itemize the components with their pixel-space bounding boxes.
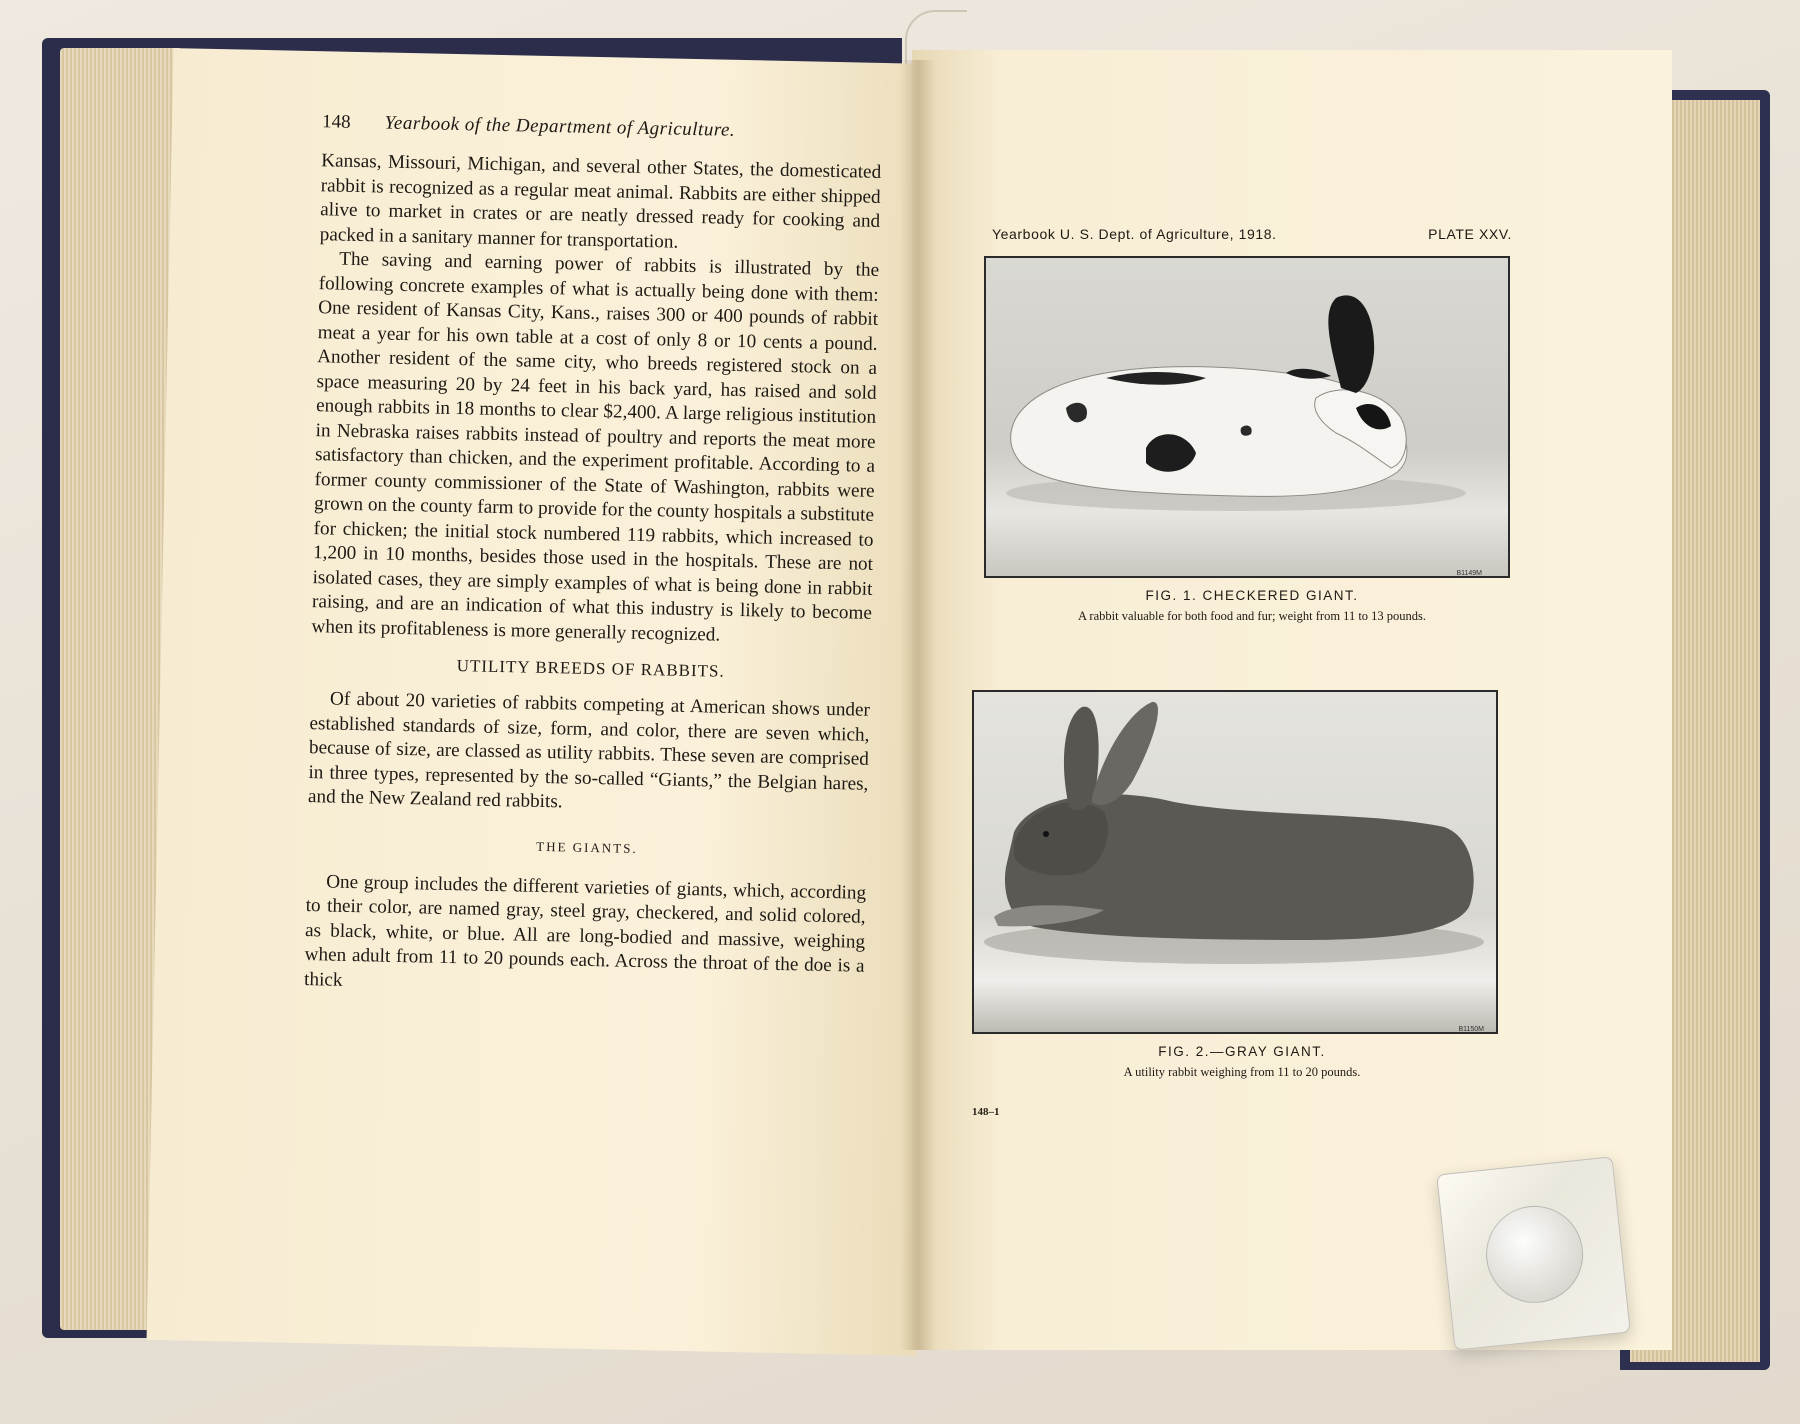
book-gutter (900, 60, 936, 1350)
plate-number: B1150M (1458, 1026, 1484, 1033)
page-number: 148 (321, 111, 351, 133)
paragraph: One group includes the different varieties of giants, which, according to their color, are named gray, steel gray, checkered, and solid colored, as black, white, or blue. All are long-bodied and massive, weighing when adult from 11 to 20 pounds each. Across the throat of the doe is a thick (303, 870, 867, 991)
paragraph: Kansas, Missouri, Michigan, and several other States, the domesticated rabbit is recognized as a regular meat animal. Rabbits are either shipped alive to market in crates or are neatly dressed ready for cooking and packed in a sanitary manner for transportation. (319, 150, 882, 253)
section-heading: UTILITY BREEDS OF RABBITS. (456, 656, 725, 681)
figure-2-title: FIG. 2.—GRAY GIANT. (1158, 1044, 1326, 1059)
paragraph: The saving and earning power of rabbits is illustrated by the following concrete examples of what is actually being done with them: One resident of Kansas City, Kans., raises 300 or 400 pounds of rabbit meat a year for his own table at a cost of only 8 or 10 cents a pound. Another resident of the same city, who breeds registered stock on a space measuring 20 by 24 feet in his back yard, has raised and sold enough rabbits in 18 months to clear $2,400. A large religious institution in Nebraska raises rabbits instead of poultry and reports the meat more satisfactory than chicken, and the experiment profitable. According to a former county commissioner of the State of Washington, rabbits were grown on the county farm to provide for the county hospitals a substitute for chicken; the initial stock numbered 119 rabbits, which increased to 1,200 in 10 months, besides those used in the hospitals. These are not isolated cases, they are simply examples of what is being done in rabbit raising, and are an indication of what this industry is likely to become when its profitableness is more generally recognized. (311, 248, 880, 646)
plate-header-left: Yearbook U. S. Dept. of Agriculture, 1918. (992, 226, 1277, 242)
plate-page (992, 226, 1512, 1080)
figure-2-caption: A utility rabbit weighing from 11 to 20 pounds. (1123, 1065, 1361, 1079)
magnifier-lens (1481, 1201, 1588, 1308)
checkered-giant-photo (984, 256, 1510, 578)
plate-number: B1149M (1456, 570, 1482, 577)
left-page-text (304, 111, 882, 1004)
figure-1-caption: A rabbit valuable for both food and fur; weight from 11 to 13 pounds. (1077, 609, 1427, 623)
paragraph: Of about 20 varieties of rabbits competing at American shows under established standards of size, form, and color, there are seven which, because of size, are classed as utility rabbits. These seven are comprised in three types, represented by the so-called “Giants,” the Belgian hares, and the New Zealand red rabbits. (307, 688, 871, 813)
figure-1-title: FIG. 1. CHECKERED GIANT. (1145, 588, 1359, 603)
gray-giant-rabbit-illustration (974, 692, 1496, 1032)
plate-header-right: PLATE XXV. (1428, 226, 1512, 242)
plate-header (992, 226, 1512, 242)
left-page (147, 48, 944, 1356)
checkered-giant-rabbit-illustration (986, 258, 1508, 576)
running-head (322, 111, 882, 145)
subsection-heading: THE GIANTS. (536, 838, 638, 856)
glass-paperweight (1436, 1156, 1631, 1351)
plate-folio: 148–1 (972, 1106, 1000, 1118)
gray-giant-photo (972, 690, 1498, 1034)
running-head-title: Yearbook of the Department of Agriculture. (384, 112, 736, 141)
